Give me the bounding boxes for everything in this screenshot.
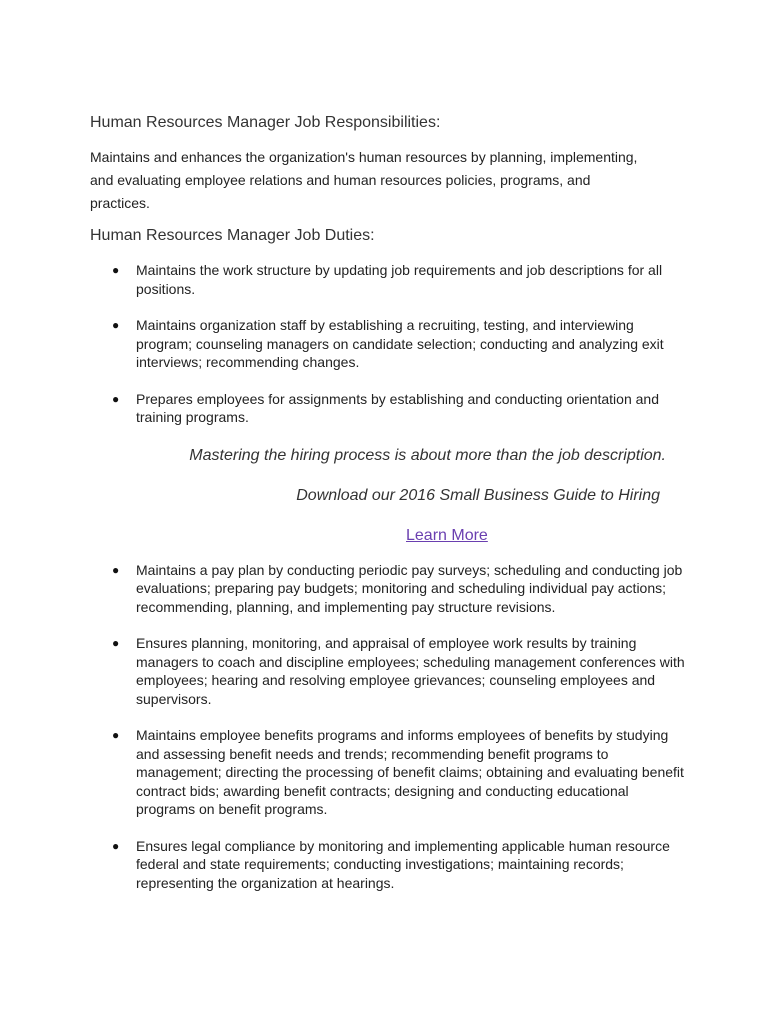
duty-text: Maintains organization staff by establishing a recruiting, testing, and interviewing program; counseling managers on candidate selection; conducting and analyzing exit interviews; recommending changes. xyxy=(136,317,664,370)
list-item xyxy=(90,261,686,298)
duty-text: Prepares employees for assignments by establishing and conducting orientation and training programs. xyxy=(136,390,659,425)
promo-download-text: Download our 2016 Small Business Guide to Hiring xyxy=(296,486,660,504)
learn-more-row xyxy=(90,525,690,547)
duties-heading: Human Resources Manager Job Duties: xyxy=(90,227,375,244)
list-item xyxy=(90,390,686,427)
list-item xyxy=(90,726,686,819)
responsibilities-heading: Human Resources Manager Job Responsibilities: xyxy=(90,114,441,131)
list-item xyxy=(90,561,686,617)
bullet-icon: ● xyxy=(112,562,120,577)
bullet-icon: ● xyxy=(112,263,120,277)
bullet-icon: ● xyxy=(112,728,120,742)
list-item xyxy=(90,837,686,893)
document-content xyxy=(90,112,690,910)
duties-list-1 xyxy=(90,261,690,427)
duty-text: Maintains the work structure by updating job requirements and job descriptions for all positions. xyxy=(136,262,663,297)
bullet-icon: ● xyxy=(112,838,120,853)
duty-text: Maintains a pay plan by conducting periodic pay surveys; scheduling and conducting job evaluations; preparing pay budgets; monitoring and scheduling individual pay actions; recommending, planning, and implementing pay structure revisions. xyxy=(136,561,683,615)
bullet-icon: ● xyxy=(112,318,120,332)
duty-text: Ensures planning, monitoring, and appraisal of employee work results by training managers to coach and discipline employees; scheduling management conferences with employees; hearing and resolving employee grievances; counseling employees and supervisors. xyxy=(136,635,685,707)
list-item xyxy=(90,634,686,708)
promo-tagline: Mastering the hiring process is about more than the job description. xyxy=(189,446,666,464)
duty-text: Ensures legal compliance by monitoring and implementing applicable human resource federal and state requirements; conducting investigations; maintaining records; representing the organization at hearings. xyxy=(136,837,670,891)
bullet-icon: ● xyxy=(112,391,120,406)
list-item xyxy=(90,316,686,372)
responsibilities-paragraph: Maintains and enhances the organization's human resources by planning, implementing, and evaluating employee relations and human resources policies, programs, and practices. xyxy=(90,149,638,211)
learn-more-link[interactable]: Learn More xyxy=(406,526,488,544)
duties-list-2 xyxy=(90,561,690,893)
duty-text: Maintains employee benefits programs and informs employees of benefits by studying and assessing benefit needs and trends; recommending benefit programs to management; directing the processing of benefit claims; obtaining and evaluating benefit contract bids; awarding benefit contracts; designing and conducting educational programs on benefit programs. xyxy=(136,727,684,817)
bullet-icon: ● xyxy=(112,636,120,650)
